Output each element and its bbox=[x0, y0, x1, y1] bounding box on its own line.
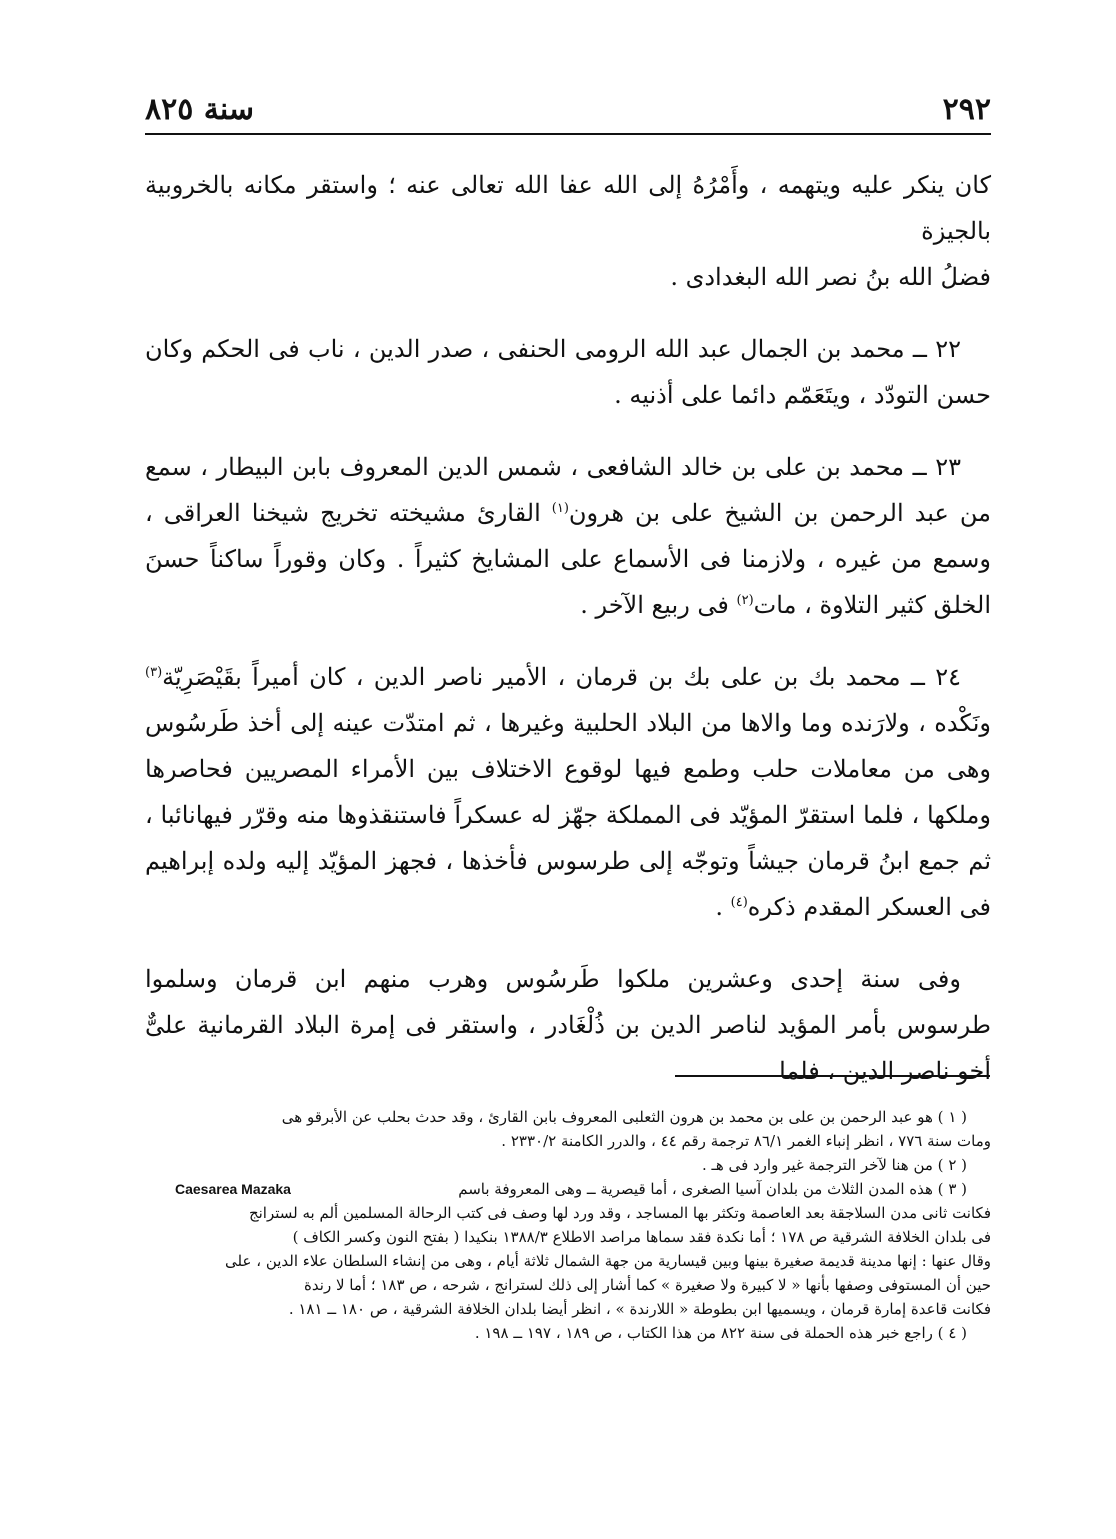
entry-text: ونَكْده ، ولارَنده وما والاها من البلاد الحلبية وغيرها ، ثم امتدّت عينه إلى أخذ طَرسُوس وهى من معاملات حلب وطمع فيها لوقوع الاختلاف بين الأمراء المصريين فحاصرها وملكها ، فلما استقرّ المؤيّد فى المملكة جهّز له عسكراً فاستنقذوها منه وقرّر فيهانائبا ، ثم جمع ابنُ قرمان جيشاً وتوجّه إلى طرسوس فأخذها ، فجهز المؤيّد إليه ولده إبراهيم فى العسكر المقدم ذكره bbox=[145, 709, 991, 921]
footnote-4: ( ٤ ) راجع خبر هذه الحملة فى سنة ٨٢٢ من هذا الكتاب ، ص ١٨٩ ، ١٩٧ ــ ١٩٨ . bbox=[474, 1324, 967, 1342]
latin-term: Caesarea Mazaka bbox=[175, 1181, 291, 1197]
page-header bbox=[145, 92, 991, 132]
footnote-ref[interactable]: (٣) bbox=[145, 665, 163, 680]
entry-22: ٢٢ ــ محمد بن الجمال عبد الله الرومى الحنفى ، صدر الدين ، ناب فى الحكم وكان حسن التودّد ، ويتَعَمّم دائما على أذنيه . bbox=[145, 335, 991, 409]
entry-24 bbox=[145, 654, 991, 930]
footnote-text: ( ٣ ) هذه المدن الثلاث من بلدان آسيا الصغرى ، أما قيصرية ــ وهى المعروفة باسم bbox=[458, 1180, 967, 1198]
footnote-1-cont: ومات سنة ٧٧٦ ، انظر إنباء الغمر ٨٦/١ ترجمة رقم ٤٤ ، والدرر الكامنة ٢٣٣٠/٢ . bbox=[501, 1132, 991, 1150]
footnote-3-cont: فكانت ثانى مدن السلاجقة بعد العاصمة وتكثر بها المساجد ، وقد ورد لها وصف فى كتب الرحالة المسلمين ألم به لسترانج bbox=[248, 1204, 991, 1222]
footnote-3 bbox=[145, 1177, 991, 1201]
paragraph-line: فضلُ الله بنُ نصر الله البغدادى . bbox=[670, 263, 991, 291]
paragraph-continued: وفى سنة إحدى وعشرين ملكوا طَرسُوس وهرب منهم ابن قرمان وسلموا طرسوس بأمر المؤيد لناصر الدين بن ذُلْغَادر ، واستقر فى إمرة البلاد القرمانية علىٌّ أخو ناصر الدين ، فلما bbox=[145, 965, 992, 1085]
footnote-ref[interactable]: (٤) bbox=[730, 895, 748, 910]
footnote-3-cont: وقال عنها : إنها مدينة قديمة صغيرة بينها وبين قيسارية من جهة الشمال ثلاثة أيام ، وهى من إنشاء السلطان علاء الدين ، على bbox=[225, 1252, 991, 1270]
entry-text: ٢٤ ــ محمد بك بن على بك بن قرمان ، الأمير ناصر الدين ، كان أميراً بقَيْصَرِيّة bbox=[162, 663, 961, 691]
footnote-1: ( ١ ) هو عبد الرحمن بن على بن محمد بن هرون الثعلبى المعروف بابن القارئ ، وقد حدث بحلب عن الأبرقو هى bbox=[281, 1108, 967, 1126]
running-head: سنة ٨٢٥ bbox=[145, 92, 255, 127]
entry-text: ٢٣ ــ محمد بن على بن خالد الشافعى ، شمس الدين المعروف بابن البيطار ، سمع من عبد الرحمن بن الشيخ على بن هرون bbox=[145, 453, 991, 527]
entry-text: . bbox=[715, 893, 731, 921]
paragraph-continuation bbox=[145, 162, 991, 300]
footnote-3-cont: حين أن المستوفى وصفها بأنها « لا كبيرة ولا صغيرة » كما أشار إلى ذلك لسترانج ، شرحه ، ص ١٨٣ ؛ أما لا رندة bbox=[304, 1276, 991, 1294]
footnotes bbox=[145, 1105, 991, 1345]
paragraph-line: كان ينكر عليه ويتهمه ، وأَمْرُهُ إلى الله عفا الله تعالى عنه ؛ واستقر مكانه بالخروبية بالجيزة bbox=[145, 171, 992, 245]
footnote-2: ( ٢ ) من هنا لآخر الترجمة غير وارد فى هـ . bbox=[701, 1156, 967, 1174]
entry-text: القارئ مشيخته تخريج شيخنا العراقى ، وسمع من غيره ، ولازمنا فى الأسماع على المشايخ كثيراً . وكان وقوراً ساكناً حسنَ الخلق كثير التلاوة ، مات bbox=[145, 499, 991, 619]
header-rule bbox=[145, 133, 991, 135]
footnote-ref[interactable]: (١) bbox=[551, 501, 569, 516]
footnote-rule bbox=[675, 1075, 990, 1077]
footnote-3-cont: فى بلدان الخلافة الشرقية ص ١٧٨ ؛ أما نكدة فقد سماها مراصد الاطلاع ١٣٨٨/٣ بنكيدا ( بفتح النون وكسر الكاف ) bbox=[292, 1228, 991, 1246]
main-text bbox=[145, 162, 991, 1094]
footnote-3-cont: فكانت قاعدة إمارة قرمان ، ويسميها ابن بطوطة « اللارندة » ، انظر أيضا بلدان الخلافة الشرقية ، ص ١٨٠ ــ ١٨١ . bbox=[288, 1300, 991, 1318]
footnote-ref[interactable]: (٢) bbox=[736, 593, 754, 608]
page-number: ٢٩٢ bbox=[942, 92, 991, 127]
entry-23 bbox=[145, 444, 991, 628]
entry-text: فى ربيع الآخر . bbox=[580, 591, 737, 619]
